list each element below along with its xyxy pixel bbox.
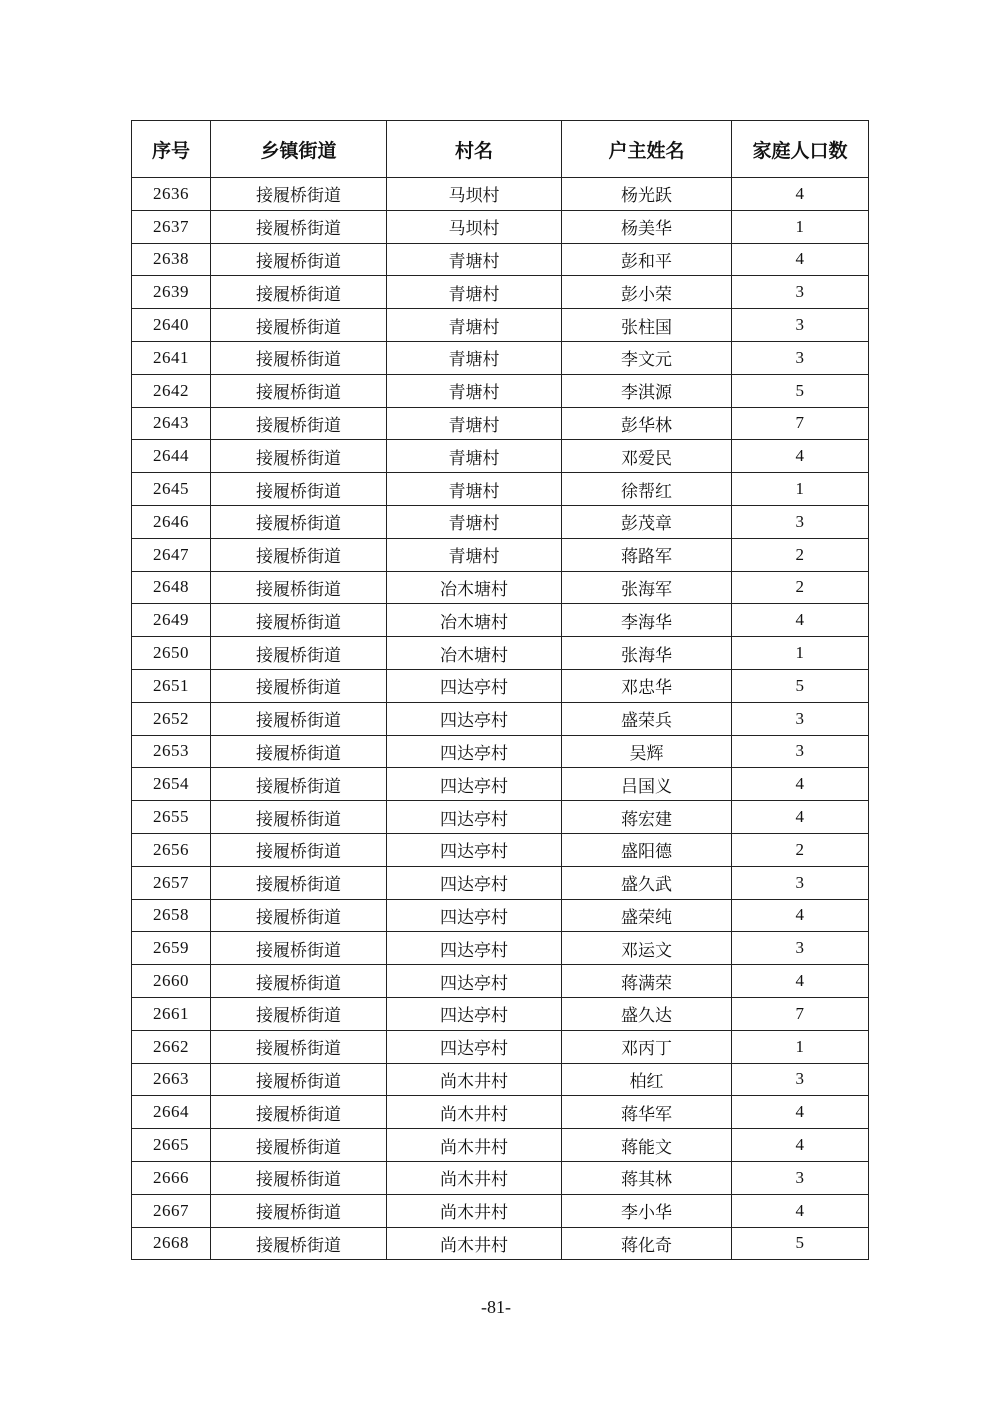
cell-serial-number: 2662 <box>132 1030 211 1063</box>
header-family-size: 家庭人口数 <box>732 121 869 178</box>
cell-serial-number: 2668 <box>132 1227 211 1260</box>
table-row <box>132 309 869 342</box>
table-row <box>132 997 869 1030</box>
cell-householder-name: 吴辉 <box>562 735 732 768</box>
cell-householder-name: 邓忠华 <box>562 669 732 702</box>
cell-family-size: 3 <box>732 1063 869 1096</box>
table-row <box>132 1161 869 1194</box>
cell-serial-number: 2663 <box>132 1063 211 1096</box>
table-row <box>132 571 869 604</box>
cell-village: 四达亭村 <box>387 997 562 1030</box>
cell-village: 青塘村 <box>387 243 562 276</box>
cell-family-size: 5 <box>732 374 869 407</box>
cell-township: 接履桥街道 <box>211 538 387 571</box>
cell-township: 接履桥街道 <box>211 997 387 1030</box>
cell-family-size: 4 <box>732 965 869 998</box>
cell-family-size: 3 <box>732 276 869 309</box>
table-row <box>132 473 869 506</box>
cell-serial-number: 2643 <box>132 407 211 440</box>
cell-householder-name: 张海军 <box>562 571 732 604</box>
header-village: 村名 <box>387 121 562 178</box>
cell-village: 四达亭村 <box>387 932 562 965</box>
cell-village: 四达亭村 <box>387 965 562 998</box>
cell-serial-number: 2658 <box>132 899 211 932</box>
table-row <box>132 1227 869 1260</box>
cell-householder-name: 蒋宏建 <box>562 801 732 834</box>
cell-village: 四达亭村 <box>387 1030 562 1063</box>
cell-township: 接履桥街道 <box>211 801 387 834</box>
cell-township: 接履桥街道 <box>211 374 387 407</box>
cell-family-size: 4 <box>732 801 869 834</box>
cell-family-size: 1 <box>732 210 869 243</box>
cell-householder-name: 邓爱民 <box>562 440 732 473</box>
cell-village: 青塘村 <box>387 473 562 506</box>
table-row <box>132 735 869 768</box>
cell-village: 四达亭村 <box>387 899 562 932</box>
cell-family-size: 3 <box>732 505 869 538</box>
table-row <box>132 1063 869 1096</box>
table-row <box>132 965 869 998</box>
cell-township: 接履桥街道 <box>211 735 387 768</box>
cell-householder-name: 杨光跃 <box>562 178 732 211</box>
cell-householder-name: 徐帮红 <box>562 473 732 506</box>
cell-township: 接履桥街道 <box>211 276 387 309</box>
cell-village: 四达亭村 <box>387 669 562 702</box>
cell-family-size: 4 <box>732 899 869 932</box>
cell-householder-name: 盛久达 <box>562 997 732 1030</box>
cell-householder-name: 杨美华 <box>562 210 732 243</box>
cell-village: 冶木塘村 <box>387 637 562 670</box>
cell-serial-number: 2657 <box>132 866 211 899</box>
cell-householder-name: 李文元 <box>562 341 732 374</box>
cell-township: 接履桥街道 <box>211 1194 387 1227</box>
table-row <box>132 374 869 407</box>
cell-householder-name: 李海华 <box>562 604 732 637</box>
table-row <box>132 1129 869 1162</box>
cell-family-size: 7 <box>732 407 869 440</box>
table-row <box>132 1096 869 1129</box>
cell-serial-number: 2636 <box>132 178 211 211</box>
cell-serial-number: 2648 <box>132 571 211 604</box>
household-table <box>131 120 869 1260</box>
cell-township: 接履桥街道 <box>211 866 387 899</box>
header-householder-name: 户主姓名 <box>562 121 732 178</box>
cell-serial-number: 2655 <box>132 801 211 834</box>
table-row <box>132 178 869 211</box>
cell-family-size: 7 <box>732 997 869 1030</box>
cell-village: 青塘村 <box>387 309 562 342</box>
cell-householder-name: 蒋满荣 <box>562 965 732 998</box>
cell-village: 尚木井村 <box>387 1194 562 1227</box>
cell-serial-number: 2640 <box>132 309 211 342</box>
cell-serial-number: 2639 <box>132 276 211 309</box>
cell-family-size: 4 <box>732 440 869 473</box>
cell-householder-name: 李小华 <box>562 1194 732 1227</box>
cell-serial-number: 2637 <box>132 210 211 243</box>
cell-family-size: 4 <box>732 1194 869 1227</box>
cell-village: 四达亭村 <box>387 801 562 834</box>
cell-family-size: 5 <box>732 669 869 702</box>
header-serial-number: 序号 <box>132 121 211 178</box>
cell-family-size: 4 <box>732 1096 869 1129</box>
cell-township: 接履桥街道 <box>211 637 387 670</box>
cell-village: 青塘村 <box>387 341 562 374</box>
cell-serial-number: 2645 <box>132 473 211 506</box>
cell-village: 尚木井村 <box>387 1129 562 1162</box>
cell-township: 接履桥街道 <box>211 505 387 538</box>
cell-family-size: 2 <box>732 833 869 866</box>
cell-family-size: 3 <box>732 932 869 965</box>
cell-householder-name: 彭茂章 <box>562 505 732 538</box>
cell-township: 接履桥街道 <box>211 309 387 342</box>
cell-family-size: 3 <box>732 702 869 735</box>
cell-householder-name: 蒋化奇 <box>562 1227 732 1260</box>
cell-village: 四达亭村 <box>387 866 562 899</box>
cell-township: 接履桥街道 <box>211 833 387 866</box>
cell-householder-name: 彭华林 <box>562 407 732 440</box>
cell-township: 接履桥街道 <box>211 1030 387 1063</box>
cell-village: 青塘村 <box>387 505 562 538</box>
table-row <box>132 243 869 276</box>
cell-village: 冶木塘村 <box>387 604 562 637</box>
cell-family-size: 1 <box>732 637 869 670</box>
cell-householder-name: 蒋华军 <box>562 1096 732 1129</box>
cell-family-size: 4 <box>732 243 869 276</box>
cell-serial-number: 2649 <box>132 604 211 637</box>
cell-family-size: 5 <box>732 1227 869 1260</box>
cell-family-size: 4 <box>732 1129 869 1162</box>
cell-township: 接履桥街道 <box>211 341 387 374</box>
cell-village: 四达亭村 <box>387 833 562 866</box>
cell-serial-number: 2659 <box>132 932 211 965</box>
cell-village: 青塘村 <box>387 407 562 440</box>
cell-serial-number: 2647 <box>132 538 211 571</box>
cell-family-size: 4 <box>732 768 869 801</box>
cell-family-size: 2 <box>732 571 869 604</box>
cell-township: 接履桥街道 <box>211 1129 387 1162</box>
cell-serial-number: 2646 <box>132 505 211 538</box>
cell-township: 接履桥街道 <box>211 932 387 965</box>
table-row <box>132 768 869 801</box>
cell-family-size: 3 <box>732 866 869 899</box>
cell-village: 四达亭村 <box>387 702 562 735</box>
cell-township: 接履桥街道 <box>211 243 387 276</box>
cell-serial-number: 2661 <box>132 997 211 1030</box>
cell-householder-name: 蒋能文 <box>562 1129 732 1162</box>
cell-family-size: 3 <box>732 735 869 768</box>
cell-village: 四达亭村 <box>387 768 562 801</box>
cell-serial-number: 2667 <box>132 1194 211 1227</box>
cell-serial-number: 2652 <box>132 702 211 735</box>
cell-township: 接履桥街道 <box>211 669 387 702</box>
cell-township: 接履桥街道 <box>211 768 387 801</box>
cell-village: 青塘村 <box>387 276 562 309</box>
table-row <box>132 210 869 243</box>
cell-township: 接履桥街道 <box>211 1161 387 1194</box>
cell-township: 接履桥街道 <box>211 473 387 506</box>
cell-township: 接履桥街道 <box>211 604 387 637</box>
cell-township: 接履桥街道 <box>211 178 387 211</box>
cell-householder-name: 邓丙丁 <box>562 1030 732 1063</box>
table-row <box>132 1030 869 1063</box>
cell-householder-name: 盛荣兵 <box>562 702 732 735</box>
cell-township: 接履桥街道 <box>211 1096 387 1129</box>
cell-householder-name: 张柱国 <box>562 309 732 342</box>
cell-village: 青塘村 <box>387 374 562 407</box>
cell-serial-number: 2651 <box>132 669 211 702</box>
cell-village: 尚木井村 <box>387 1227 562 1260</box>
cell-serial-number: 2656 <box>132 833 211 866</box>
cell-serial-number: 2665 <box>132 1129 211 1162</box>
cell-family-size: 1 <box>732 473 869 506</box>
cell-householder-name: 盛荣纯 <box>562 899 732 932</box>
cell-householder-name: 吕国义 <box>562 768 732 801</box>
cell-village: 马坝村 <box>387 178 562 211</box>
cell-township: 接履桥街道 <box>211 571 387 604</box>
table-header <box>132 121 869 178</box>
cell-serial-number: 2653 <box>132 735 211 768</box>
cell-serial-number: 2650 <box>132 637 211 670</box>
header-row <box>132 121 869 178</box>
cell-family-size: 4 <box>732 604 869 637</box>
cell-family-size: 1 <box>732 1030 869 1063</box>
cell-village: 尚木井村 <box>387 1096 562 1129</box>
cell-township: 接履桥街道 <box>211 407 387 440</box>
table-row <box>132 801 869 834</box>
cell-householder-name: 彭和平 <box>562 243 732 276</box>
cell-serial-number: 2642 <box>132 374 211 407</box>
table-body <box>132 178 869 1260</box>
table-row <box>132 341 869 374</box>
table-row <box>132 932 869 965</box>
table-row <box>132 276 869 309</box>
cell-township: 接履桥街道 <box>211 1063 387 1096</box>
cell-householder-name: 盛久武 <box>562 866 732 899</box>
cell-family-size: 2 <box>732 538 869 571</box>
cell-family-size: 3 <box>732 1161 869 1194</box>
cell-township: 接履桥街道 <box>211 210 387 243</box>
table-row <box>132 604 869 637</box>
cell-householder-name: 张海华 <box>562 637 732 670</box>
table-row <box>132 407 869 440</box>
cell-township: 接履桥街道 <box>211 1227 387 1260</box>
cell-serial-number: 2641 <box>132 341 211 374</box>
table-row <box>132 1194 869 1227</box>
table-row <box>132 505 869 538</box>
table-row <box>132 669 869 702</box>
cell-village: 尚木井村 <box>387 1063 562 1096</box>
cell-householder-name: 李淇源 <box>562 374 732 407</box>
cell-family-size: 4 <box>732 178 869 211</box>
table-row <box>132 440 869 473</box>
cell-serial-number: 2666 <box>132 1161 211 1194</box>
cell-householder-name: 盛阳德 <box>562 833 732 866</box>
cell-village: 青塘村 <box>387 440 562 473</box>
cell-serial-number: 2638 <box>132 243 211 276</box>
cell-householder-name: 柏红 <box>562 1063 732 1096</box>
cell-householder-name: 蒋其林 <box>562 1161 732 1194</box>
header-township: 乡镇街道 <box>211 121 387 178</box>
cell-householder-name: 邓运文 <box>562 932 732 965</box>
cell-village: 尚木井村 <box>387 1161 562 1194</box>
table-row <box>132 866 869 899</box>
cell-township: 接履桥街道 <box>211 702 387 735</box>
page-number: -81- <box>481 1297 511 1317</box>
cell-township: 接履桥街道 <box>211 965 387 998</box>
cell-family-size: 3 <box>732 341 869 374</box>
cell-serial-number: 2664 <box>132 1096 211 1129</box>
cell-serial-number: 2654 <box>132 768 211 801</box>
cell-village: 冶木塘村 <box>387 571 562 604</box>
table-row <box>132 702 869 735</box>
cell-serial-number: 2660 <box>132 965 211 998</box>
table-row <box>132 538 869 571</box>
cell-village: 马坝村 <box>387 210 562 243</box>
cell-village: 四达亭村 <box>387 735 562 768</box>
cell-township: 接履桥街道 <box>211 440 387 473</box>
cell-village: 青塘村 <box>387 538 562 571</box>
table-row <box>132 899 869 932</box>
cell-householder-name: 彭小荣 <box>562 276 732 309</box>
cell-township: 接履桥街道 <box>211 899 387 932</box>
cell-serial-number: 2644 <box>132 440 211 473</box>
table-row <box>132 637 869 670</box>
table-row <box>132 833 869 866</box>
cell-family-size: 3 <box>732 309 869 342</box>
cell-householder-name: 蒋路军 <box>562 538 732 571</box>
